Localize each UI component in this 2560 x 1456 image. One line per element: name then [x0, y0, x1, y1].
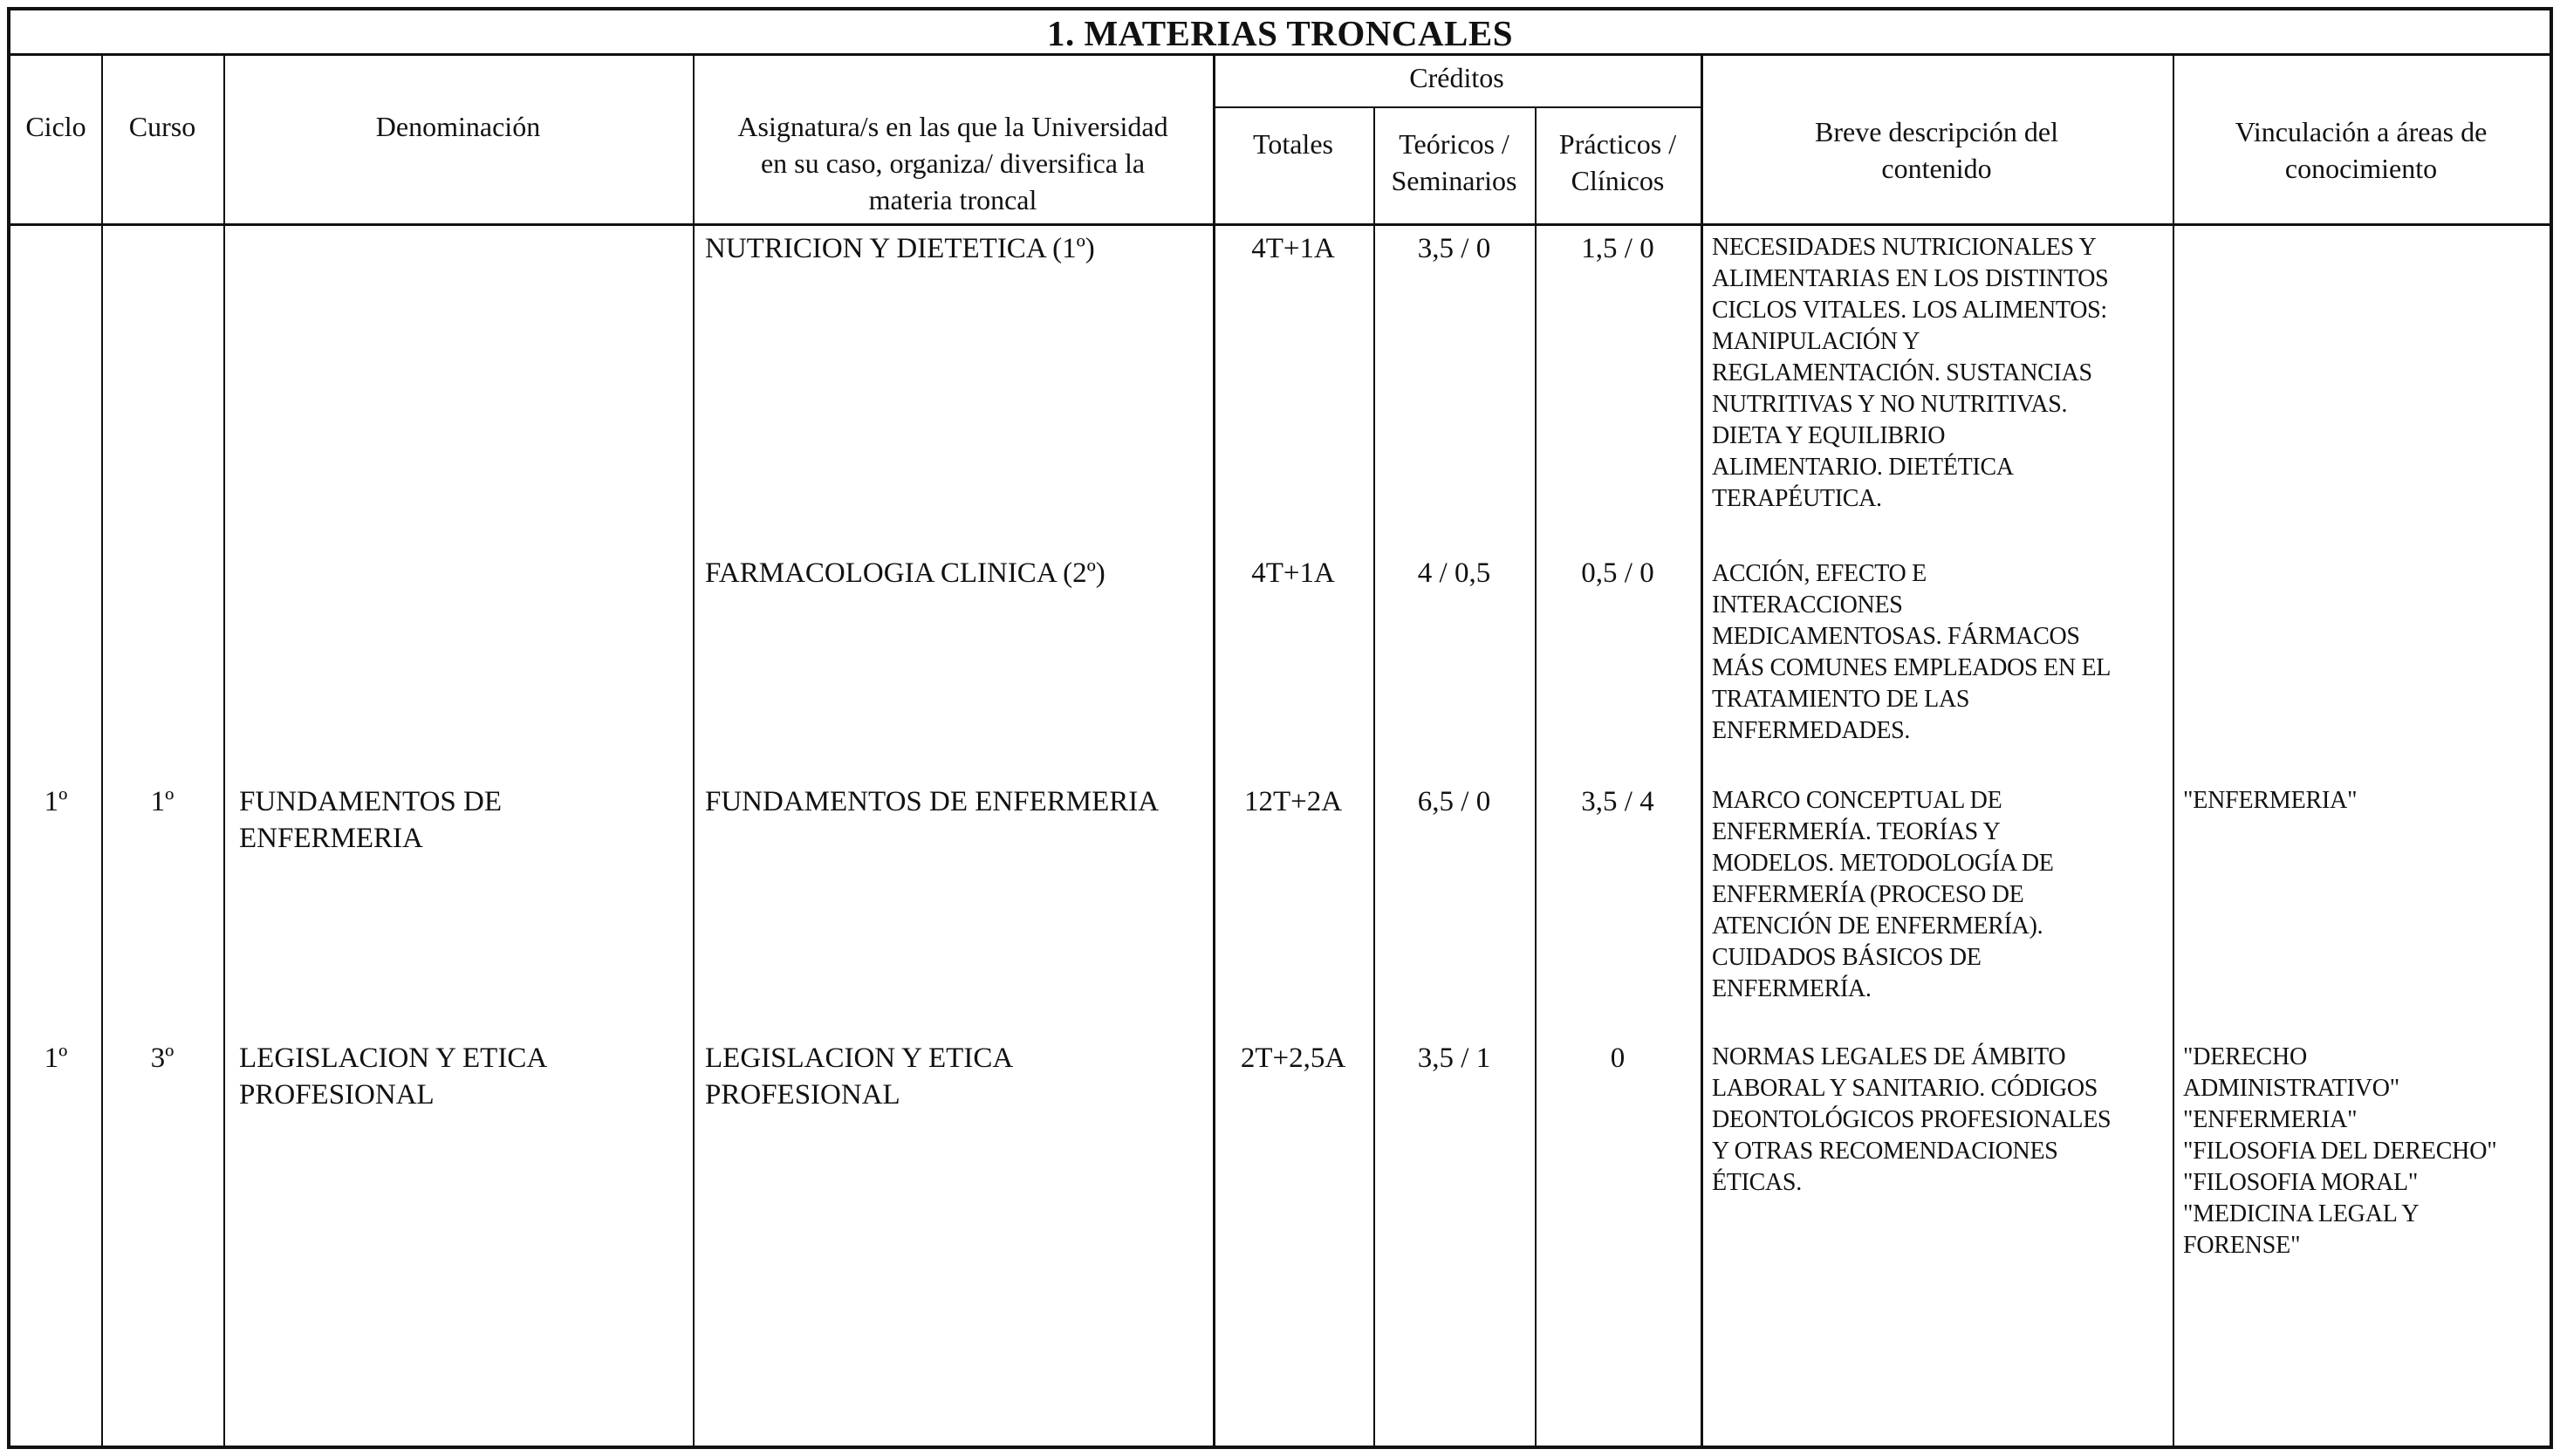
teoricos-cell: 6,5 / 0 — [1417, 786, 1491, 817]
ciclo-cell: 1º — [44, 786, 68, 817]
creditos-rule — [1213, 106, 1701, 108]
header-asignatura: Asignatura/s en las que la Universidad en su caso, organiza/ diversifica la materia troncal — [737, 111, 1168, 215]
header-practicos: Prácticos / Clínicos — [1558, 128, 1677, 196]
totales-cell: 4T+1A — [1251, 233, 1335, 264]
header-descripcion: Breve descripción del contenido — [1815, 116, 2058, 184]
areas-cell: "DERECHO ADMINISTRATIVO" "ENFERMERIA" "FILOSOFIA DEL DERECHO" "FILOSOFIA MORAL" "MEDICINA LEGAL Y FORENSE" — [2183, 1043, 2497, 1259]
asignatura-cell: LEGISLACION Y ETICA PROFESIONAL — [705, 1042, 1014, 1111]
asignatura-cell: FUNDAMENTOS DE ENFERMERIA — [705, 786, 1160, 817]
denominacion-cell: LEGISLACION Y ETICA PROFESIONAL — [239, 1042, 548, 1111]
header-vinculacion: Vinculación a áreas de conocimiento — [2235, 116, 2488, 184]
header-teoricos: Teóricos / Seminarios — [1391, 128, 1517, 196]
col-rule — [223, 56, 225, 1446]
header-totales: Totales — [1253, 128, 1333, 160]
header-ciclo: Ciclo — [25, 111, 86, 142]
header-creditos: Créditos — [1409, 62, 1504, 93]
teoricos-cell: 3,5 / 1 — [1417, 1042, 1491, 1074]
table-title: 1. MATERIAS TRONCALES — [10, 10, 2550, 56]
practicos-cell: 1,5 / 0 — [1581, 233, 1654, 264]
header-bottom-rule — [10, 223, 2550, 226]
denominacion-cell: FUNDAMENTOS DE ENFERMERIA — [239, 786, 502, 854]
descripcion-cell: MARCO CONCEPTUAL DE ENFERMERÍA. TEORÍAS Y MODELOS. METODOLOGÍA DE ENFERMERÍA (PROCESO DE ATENCIÓN DE ENFERMERÍA). CUIDADOS BÁSICOS DE ENFERMERÍA. — [1712, 787, 2054, 1002]
asignatura-cell: FARMACOLOGIA CLINICA (2º) — [705, 557, 1105, 589]
practicos-cell: 0,5 / 0 — [1581, 557, 1654, 589]
troncales-table — [7, 7, 2553, 1449]
totales-cell: 12T+2A — [1243, 786, 1343, 817]
ciclo-cell: 1º — [44, 1042, 68, 1074]
descripcion-cell: NORMAS LEGALES DE ÁMBITO LABORAL Y SANITARIO. CÓDIGOS DEONTOLÓGICOS PROFESIONALES Y OTRAS RECOMENDACIONES ÉTICAS. — [1712, 1043, 2112, 1196]
col-rule — [1701, 56, 1703, 1446]
col-rule — [693, 56, 695, 1446]
col-rule — [2173, 56, 2174, 1446]
totales-cell: 4T+1A — [1251, 557, 1335, 589]
header-denominacion: Denominación — [375, 111, 541, 142]
col-rule — [1373, 106, 1375, 1446]
descripcion-cell: NECESIDADES NUTRICIONALES Y ALIMENTARIAS EN LOS DISTINTOS CICLOS VITALES. LOS ALIMENTOS: MANIPULACIÓN Y REGLAMENTACIÓN. SUSTANCIAS NUTRITIVAS Y NO NUTRITIVAS. DIETA Y EQUILIBRIO ALIMENTARIO. DIETÉTICA TERAPÉUTICA. — [1712, 234, 2109, 512]
asignatura-cell: NUTRICION Y DIETETICA (1º) — [705, 233, 1095, 264]
curso-cell: 3º — [150, 1042, 175, 1074]
practicos-cell: 0 — [1610, 1042, 1626, 1074]
totales-cell: 2T+2,5A — [1240, 1042, 1346, 1074]
header-curso: Curso — [128, 111, 196, 142]
col-rule — [101, 56, 103, 1446]
col-rule — [1535, 106, 1537, 1446]
practicos-cell: 3,5 / 4 — [1581, 786, 1654, 817]
descripcion-cell: ACCIÓN, EFECTO E INTERACCIONES MEDICAMENTOSAS. FÁRMACOS MÁS COMUNES EMPLEADOS EN EL TRATAMIENTO DE LAS ENFERMEDADES. — [1712, 560, 2112, 744]
areas-cell: "ENFERMERIA" — [2183, 787, 2358, 814]
curso-cell: 1º — [150, 786, 175, 817]
teoricos-cell: 4 / 0,5 — [1417, 557, 1491, 589]
teoricos-cell: 3,5 / 0 — [1417, 233, 1491, 264]
